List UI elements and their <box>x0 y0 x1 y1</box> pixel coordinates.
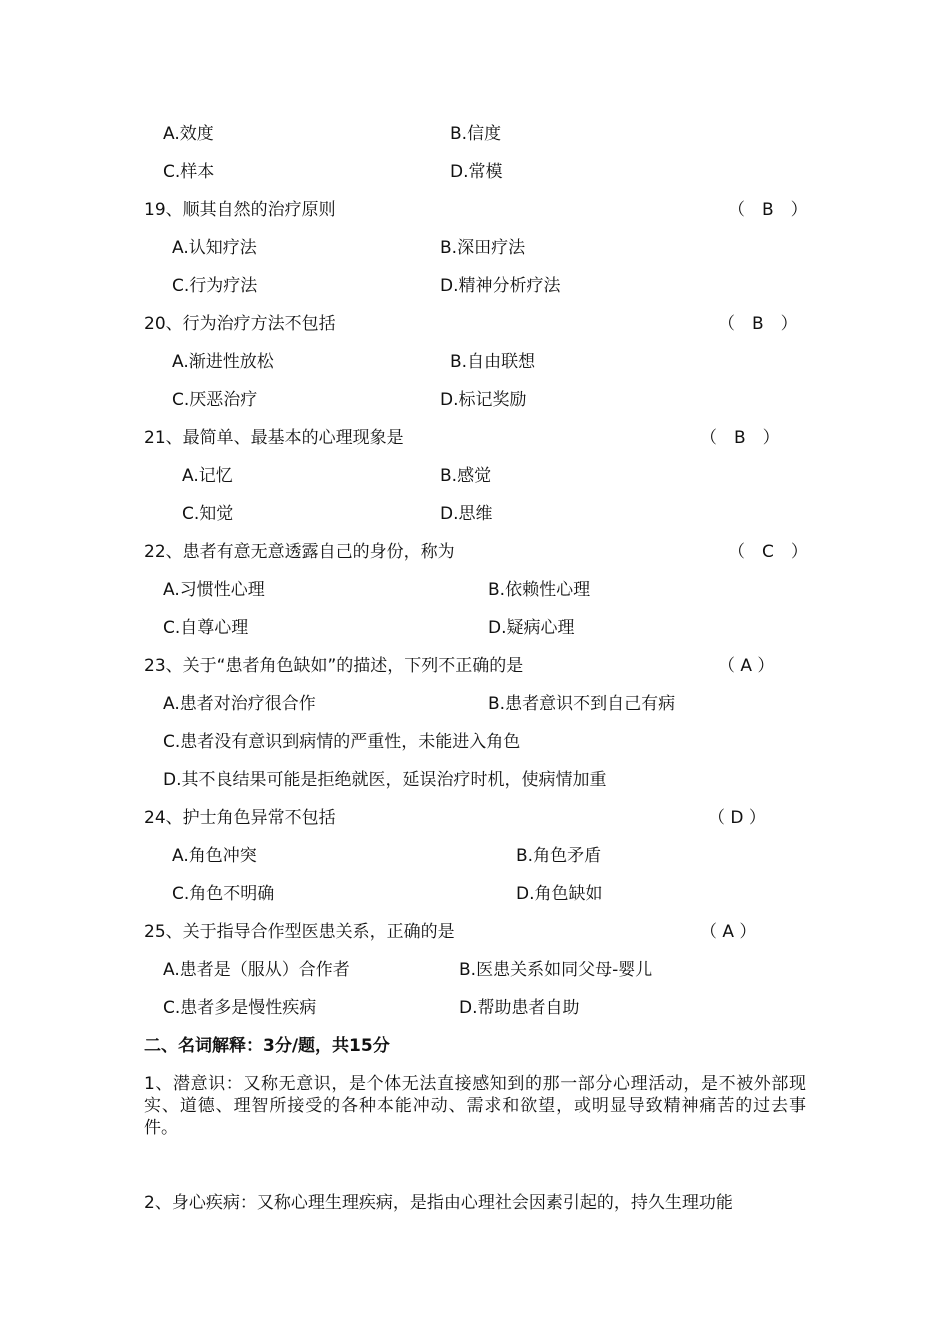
option-c: C.患者多是慢性疾病 <box>163 998 317 1018</box>
question-stem: 25、关于指导合作型医患关系，正确的是 <box>144 922 455 942</box>
option-b: B.依赖性心理 <box>488 580 591 600</box>
question-stem: 20、行为治疗方法不包括 <box>144 314 336 334</box>
option-b: B.角色矛盾 <box>516 846 602 866</box>
question-stem: 19、顺其自然的治疗原则 <box>144 200 336 220</box>
option-c: C.角色不明确 <box>172 884 275 904</box>
option-d: D.其不良结果可能是拒绝就医，延误治疗时机，使病情加重 <box>163 770 607 790</box>
q18-option-c: C.样本 <box>163 162 215 182</box>
term-definition: 2、身心疾病：又称心理生理疾病，是指由心理社会因素引起的，持久生理功能 <box>144 1193 733 1213</box>
option-b: B.感觉 <box>440 466 492 486</box>
option-b: B.医患关系如同父母-婴儿 <box>459 960 653 980</box>
question-answer: （ D ） <box>708 808 766 828</box>
option-a: A.患者是（服从）合作者 <box>163 960 350 980</box>
question-stem: 24、护士角色异常不包括 <box>144 808 336 828</box>
q18-option-b: B.信度 <box>450 124 502 144</box>
term-definition: 1、潜意识：又称无意识，是个体无法直接感知到的那一部分心理活动，是不被外部现实、道德、理智所接受的各种本能冲动、需求和欲望，或明显导致精神痛苦的过去事件。 <box>144 1074 806 1138</box>
option-d: D.标记奖励 <box>440 390 527 410</box>
option-b: B.自由联想 <box>450 352 536 372</box>
question-answer: （ C ） <box>728 542 808 562</box>
option-a: A.渐进性放松 <box>172 352 274 372</box>
question-stem: 21、最简单、最基本的心理现象是 <box>144 428 404 448</box>
option-b: B.深田疗法 <box>440 238 526 258</box>
q18-option-d: D.常模 <box>450 162 503 182</box>
option-a: A.习惯性心理 <box>163 580 265 600</box>
question-answer: （ B ） <box>700 428 780 448</box>
question-answer: （ A ） <box>718 656 775 676</box>
question-answer: （ B ） <box>728 200 808 220</box>
option-c: C.知觉 <box>182 504 234 524</box>
question-stem: 22、患者有意无意透露自己的身份，称为 <box>144 542 455 562</box>
option-c: C.自尊心理 <box>163 618 249 638</box>
question-answer: （ A ） <box>700 922 757 942</box>
option-a: A.患者对治疗很合作 <box>163 694 316 714</box>
option-a: A.记忆 <box>182 466 233 486</box>
option-d: D.帮助患者自助 <box>459 998 580 1018</box>
option-d: D.疑病心理 <box>488 618 575 638</box>
question-stem: 23、关于“患者角色缺如”的描述，下列不正确的是 <box>144 656 524 676</box>
option-b: B.患者意识不到自己有病 <box>488 694 676 714</box>
option-c: C.行为疗法 <box>172 276 258 296</box>
option-d: D.角色缺如 <box>516 884 603 904</box>
option-c: C.厌恶治疗 <box>172 390 258 410</box>
option-a: A.角色冲突 <box>172 846 257 866</box>
option-d: D.精神分析疗法 <box>440 276 561 296</box>
question-answer: （ B ） <box>718 314 798 334</box>
option-a: A.认知疗法 <box>172 238 257 258</box>
q18-option-a: A.效度 <box>163 124 214 144</box>
option-d: D.思维 <box>440 504 493 524</box>
section-heading: 二、名词解释：3分/题，共15分 <box>144 1036 390 1056</box>
option-c: C.患者没有意识到病情的严重性，未能进入角色 <box>163 732 521 752</box>
